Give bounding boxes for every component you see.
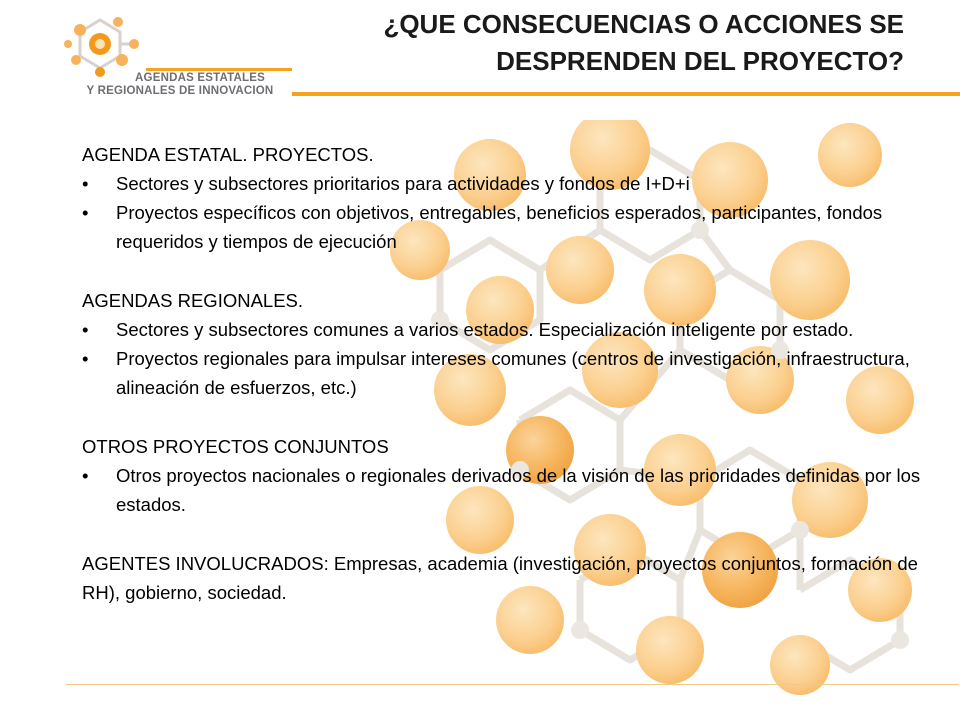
logo-line-2: Y REGIONALES DE INNOVACION bbox=[86, 85, 274, 97]
slide-title-line-1: ¿QUE CONSECUENCIAS O ACCIONES SE bbox=[383, 9, 904, 39]
slide-body bbox=[82, 140, 922, 607]
bullet-list bbox=[82, 315, 922, 402]
section-otros-proyectos bbox=[82, 432, 922, 519]
slide-title bbox=[224, 6, 904, 80]
title-underline-divider bbox=[292, 92, 960, 96]
bullet-item: • Proyectos específicos con objetivos, entregables, beneficios esperados, participantes, fondos requeridos y tiempos de ejecución bbox=[82, 198, 922, 256]
footer-divider bbox=[66, 684, 959, 685]
slide-title-line-2: DESPRENDEN DEL PROYECTO? bbox=[496, 46, 904, 76]
section-agendas-regionales bbox=[82, 286, 922, 402]
bullet-item: • Sectores y subsectores comunes a varios estados. Especialización inteligente por estado. bbox=[82, 315, 922, 344]
bullet-list bbox=[82, 461, 922, 519]
section-heading: OTROS PROYECTOS CONJUNTOS bbox=[82, 436, 389, 457]
bullet-item: • Otros proyectos nacionales o regionales derivados de la visión de las prioridades definidas por los estados. bbox=[82, 461, 922, 519]
section-heading: AGENDA ESTATAL. PROYECTOS. bbox=[82, 144, 374, 165]
section-agenda-estatal bbox=[82, 140, 922, 256]
logo-line-1: AGENDAS ESTATALES bbox=[135, 72, 265, 84]
bullet-item: • Sectores y subsectores prioritarios para actividades y fondos de I+D+i bbox=[82, 169, 922, 198]
bullet-list bbox=[82, 169, 922, 256]
bullet-item: • Proyectos regionales para impulsar intereses comunes (centros de investigación, infraestructura, alineación de esfuerzos, etc.) bbox=[82, 344, 922, 402]
agents-paragraph: AGENTES INVOLUCRADOS: Empresas, academia (investigación, proyectos conjuntos, formación de RH), gobierno, sociedad. bbox=[82, 553, 918, 603]
section-heading: AGENDAS REGIONALES. bbox=[82, 290, 304, 311]
